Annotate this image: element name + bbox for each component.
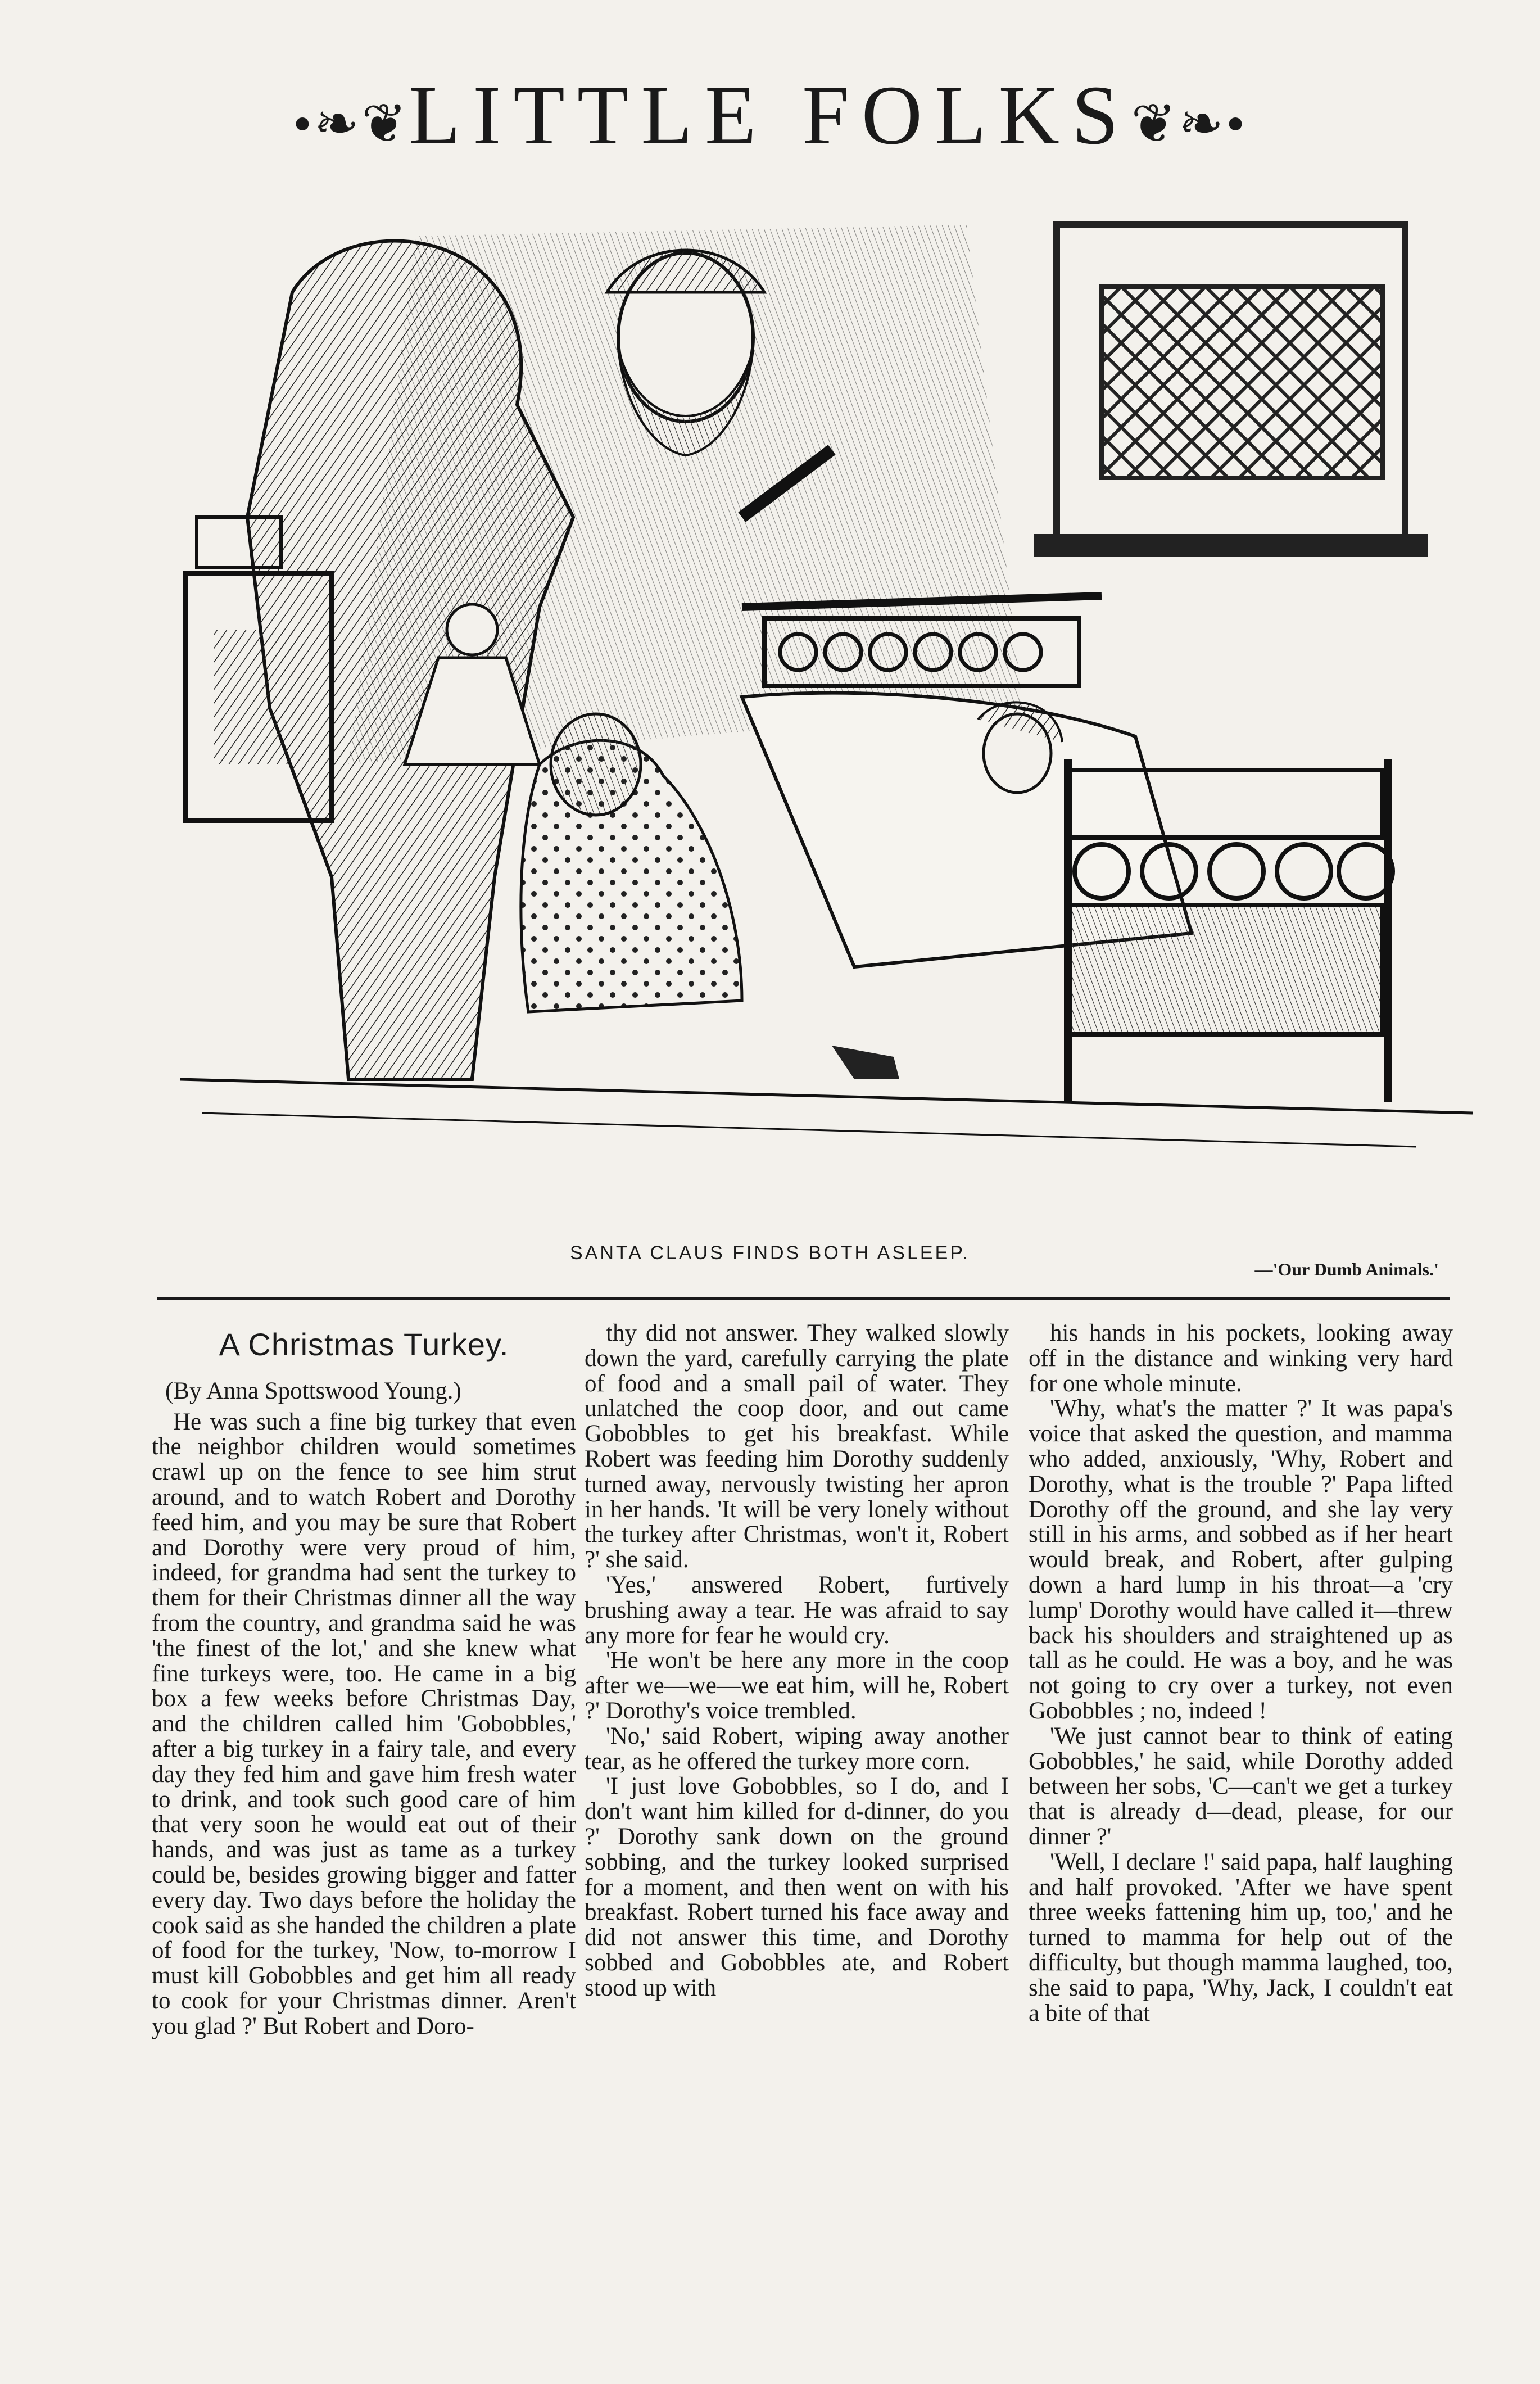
illustration-credit: —'Our Dumb Animals.' <box>1254 1259 1439 1279</box>
horizontal-rule <box>157 1297 1450 1300</box>
illustration-caption: SANTA CLAUS FINDS BOTH ASLEEP. <box>569 1242 971 1264</box>
article-paragraph: thy did not answer. They walked slowly down the yard, carefully carrying the plate of food and a small pail of water. They unlatched the coop door, and out came Gobobbles to get his breakfast. While Robert was feeding him Dorothy suddenly turned away, nervously twisting her apron in her hands. 'It will be very lonely without the turkey after Christmas, won't it, Robert ?' she said. <box>585 1320 1009 1573</box>
article-byline: (By Anna Spottswood Young.) <box>165 1377 461 1404</box>
article-column-2 <box>585 1321 1009 2001</box>
article-column-1 <box>152 1321 576 2039</box>
article-paragraph: 'I just love Gobobbles, so I do, and I don't want him killed for d-dinner, do you ?' Dorothy sank down on the ground sobbing, and the turkey looked surprised for a moment, and then went on with his breakfast. Robert turned his face away and did not answer this time, and Dorothy sobbed and Gobobbles ate, and Robert stood up with <box>585 1773 1009 2001</box>
santa-claus-illustration <box>180 202 1473 1259</box>
article-paragraph: 'Well, I declare !' said papa, half laughing and half provoked. 'After we have spent three weeks fattening him up, too,' and he turned to mamma for help out of the difficulty, but though mamma laughed, too, she said to papa, 'Why, Jack, I couldn't eat a bite of that <box>1029 1848 1453 2026</box>
article-paragraph: 'No,' said Robert, wiping away another tear, as he offered the turkey more corn. <box>585 1722 1009 1775</box>
masthead <box>0 67 1540 172</box>
article-paragraph: 'We just cannot bear to think of eating Gobobbles,' he said, while Dorothy added between her sobs, 'C—can't we get a turkey that is already d—dead, please, for our dinner ?' <box>1029 1722 1453 1850</box>
article-paragraph: 'He won't be here any more in the coop after we—we—we eat him, will he, Robert ?' Dorothy's voice trembled. <box>585 1647 1009 1724</box>
article-paragraph: 'Yes,' answered Robert, furtively brushing away a tear. He was afraid to say any more for fear he would cry. <box>585 1571 1009 1649</box>
ornament-left-icon: •❧❦ <box>293 93 409 154</box>
article-paragraph: 'Why, what's the matter ?' It was papa's voice that asked the question, and mamma who added, anxiously, 'Why, Robert and Dorothy, what is the trouble ?' Papa lifted Dorothy off the ground, and she lay very still in his arms, and sobbed as if her heart would break, and Robert, after gulping down a hard lump in his throat—a 'cry lump' Dorothy would have called it—threw back his shoulders and straightened up as tall as he could. He was a boy, and he was not going to cry over a turkey, not even Gobobbles ; no, indeed ! <box>1029 1395 1453 1724</box>
article-paragraph: He was such a fine big turkey that even the neighbor children would sometimes crawl up on the fence to see him strut around, and to watch Robert and Dorothy feed him, and you may be sure that Robert and Dorothy were very proud of him, indeed, for grandma had sent the turkey to them for their Christmas dinner all the way from the country, and grandma said he was 'the finest of the lot,' and she knew what fine turkeys were, too. He came in a big box a few weeks before Christmas Day, and the children called him 'Gobobbles,' after a big turkey in a fairy tale, and every day they fed him and gave him fresh water to drink, and took such good care of him that very soon he would eat out of their hands, and was just as tame as a turkey could be, besides growing bigger and fatter every day. Two days before the holiday the cook said as she handed the children a plate of food for the turkey, 'Now, to-morrow I must kill Gobobbles and get him all ready to cook for your Christmas dinner. Aren't you glad ?' But Robert and Doro- <box>152 1408 576 2039</box>
article-paragraph: his hands in his pockets, looking away off in the distance and winking very hard for one whole minute. <box>1029 1320 1453 1397</box>
article-title: A Christmas Turkey. <box>219 1327 509 1362</box>
masthead-title: LITTLE FOLKS <box>409 69 1131 162</box>
ornament-right-icon: ❦❧• <box>1131 93 1247 154</box>
article-column-3 <box>1029 1321 1453 2026</box>
